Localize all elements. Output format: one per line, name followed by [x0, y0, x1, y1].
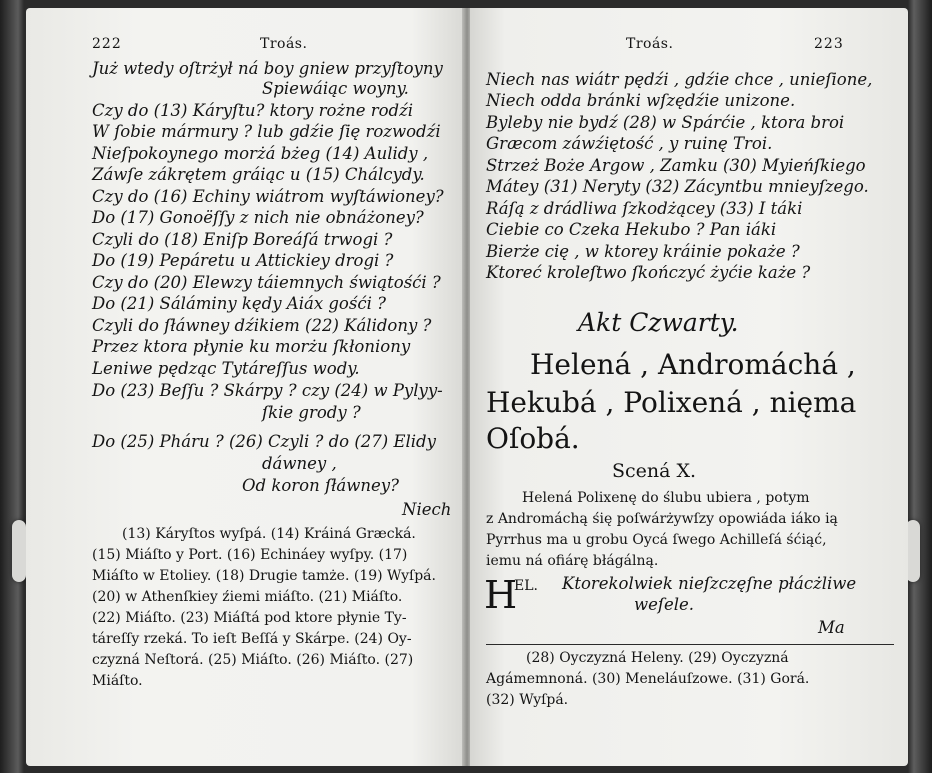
footnote-line: táreſſy rzeká. To ieſt Beſſá y Skárpe. (24) Oy- [92, 631, 412, 647]
running-head: Troás. [626, 36, 674, 52]
verse-line: Do (23) Beſſu ? Skárpy ? czy (24) w Pylyy- [92, 381, 443, 400]
footnote-line: czyzná Neſtorá. (25) Miáſto. (26) Miáſto. (27) [92, 652, 414, 668]
running-head: Troás. [260, 36, 308, 52]
verse-line: Byleby nie bydź (28) w Spárćie , ktora broi [486, 113, 845, 132]
verse-line: Ktoreć kroleſtwo ſkończyć żyćie każe ? [486, 263, 811, 282]
verse-line: Czy do (13) Káryſtu? ktory rożne rodźi [92, 101, 414, 120]
verse-line: Do (19) Pepáretu u Attickiey drogi ? [92, 251, 394, 270]
footnote-line: (13) Káryſtos wyſpá. (14) Kráiná Græcká. [122, 526, 416, 542]
footnote-line: (28) Oyczyzná Heleny. (29) Oyczyzná [526, 650, 789, 666]
page-number: 222 [92, 36, 122, 52]
dramatis-personae-line: Helená , Andromáchá , [530, 348, 856, 381]
catchword: Ma [818, 618, 845, 637]
right-page [470, 8, 908, 766]
catchword: Niech [402, 500, 452, 519]
verse-line: Czy do (16) Echiny wiátrom wyſtáwioney? [92, 187, 444, 206]
verse-line: Przez ktora płynie ku morżu ſkłoniony [92, 337, 411, 356]
page-clip-right [906, 520, 920, 582]
footnote-line: Agámemnoná. (30) Meneláuſzowe. (31) Gorá. [486, 671, 810, 687]
speech-line: Ktorekolwiek nieſzczęſne płácżliwe [562, 574, 857, 593]
footnote-line: (15) Miáſto y Port. (16) Echináey wyſpy. (17) [92, 547, 408, 563]
verse-line: Strzeż Boże Argow , Zamku (30) Myieńſkiego [486, 156, 866, 175]
verse-line: Niech odda bránki wſzędźie unizone. [486, 91, 796, 110]
dramatis-personae-line: Oſobá. [486, 422, 580, 455]
argument-line: iemu ná ofiárę błágálną. [486, 553, 659, 569]
dramatis-personae-line: Hekubá , Polixená , nięma [486, 386, 857, 419]
verse-line: Leniwe pędząc Tytáreſſus wody. [92, 359, 360, 378]
speech-line: weſele. [634, 595, 695, 614]
verse-line: Mátey (31) Neryty (32) Zácyntbu mnieyſzego. [486, 177, 869, 196]
argument-line: Helená Polixenę do ślubu ubiera , potym [522, 490, 810, 506]
verse-line: Czyli do (18) Eniſp Boreáſá trwogi ? [92, 230, 393, 249]
verse-line: Græcom záwźiętość , y ruinę Troi. [486, 134, 773, 153]
verse-line: Już wtedy oſtrżył ná boy gniew przyſtoyny [92, 59, 443, 78]
verse-line: Czyli do ſłáwney dźikiem (22) Kálidony ? [92, 316, 432, 335]
verse-line: Niech nas wiátr pędźi , gdźie chce , unieſione, [486, 70, 873, 89]
act-title: Akt Czwarty. [578, 308, 739, 337]
verse-line: Do (21) Sáláminy kędy Aiáx gośći ? [92, 294, 386, 313]
verse-line: Do (25) Pháru ? (26) Czyli ? do (27) Elidy [92, 432, 436, 451]
verse-line: Nieſpokoynego morżá bżeg (14) Aulidy , [92, 144, 429, 163]
verse-line: Do (17) Gonoëſſy z nich nie obnáżoney? [92, 208, 424, 227]
speaker-drop-cap: H [484, 573, 518, 617]
verse-line: Ráſą z drádliwa ſzkodżącey (33) I táki [486, 199, 803, 218]
left-page [26, 8, 464, 766]
verse-line: Záwſe zákrętem gráiąc u (15) Chálcydy. [92, 165, 425, 184]
footnote-line: (20) w Athenſkiey źiemi miáſto. (21) Miáſto. [92, 589, 403, 605]
footnote-line: (32) Wyſpá. [486, 692, 569, 708]
footnote-line: Miáſto. [92, 673, 143, 689]
verse-line: Ciebie co Czeka Hekubo ? Pan iáki [486, 220, 777, 239]
argument-line: Pyrrhus ma u grobu Oycá ſwego Achilleſá śćiąć, [486, 532, 827, 548]
verse-line: Bierże cię , w ktorey kráinie pokaże ? [486, 242, 800, 261]
page-clip-left [12, 520, 26, 582]
verse-line: W ſobie mármury ? lub gdźie ſię rozwodźi [92, 122, 441, 141]
footnote-line: Miáſto w Etoliey. (18) Drugie tamże. (19) Wyſpá. [92, 568, 436, 584]
verse-line: dáwney , [262, 454, 337, 473]
verse-line: ſkie grody ? [262, 403, 361, 422]
verse-line: Spiewáiąc woyny. [262, 79, 409, 98]
verse-line: Od koron ſłáwney? [242, 476, 399, 495]
footnote-line: (22) Miáſto. (23) Miáſtá pod ktore płynie Ty- [92, 610, 407, 626]
footnote-rule [486, 644, 894, 645]
speaker-name: EL. [514, 578, 538, 594]
verse-line: Czy do (20) Elewzy táiemnych świątośći ? [92, 273, 441, 292]
scene-title: Scená X. [612, 460, 697, 482]
argument-line: z Andromáchą śię poſwárżywſzy opowiáda iáko ią [486, 511, 838, 527]
page-number: 223 [814, 36, 844, 52]
